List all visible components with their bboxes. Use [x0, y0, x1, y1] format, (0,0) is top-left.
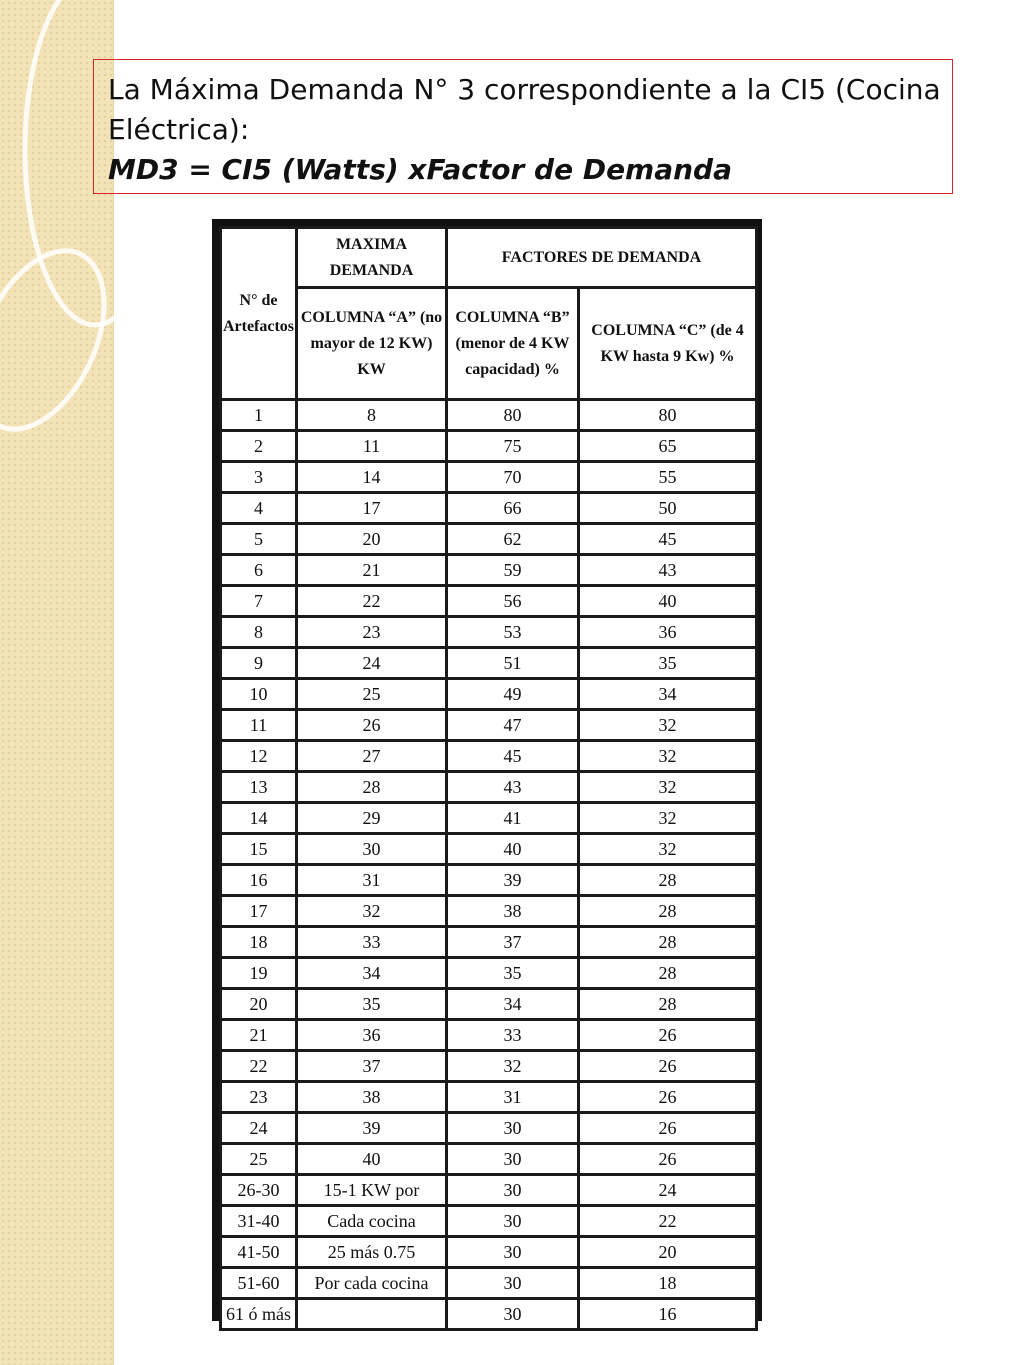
cell-artefactos: 13 — [221, 772, 297, 803]
table-row — [221, 1237, 757, 1268]
cell-columna-b: 59 — [447, 555, 579, 586]
cell-columna-c: 50 — [579, 493, 757, 524]
cell-columna-c: 65 — [579, 431, 757, 462]
cell-artefactos: 15 — [221, 834, 297, 865]
table-row — [221, 927, 757, 958]
table-row — [221, 1144, 757, 1175]
cell-columna-c: 55 — [579, 462, 757, 493]
cell-artefactos: 25 — [221, 1144, 297, 1175]
cell-columna-a: 20 — [297, 524, 447, 555]
cell-columna-b: 33 — [447, 1020, 579, 1051]
cell-columna-c: 32 — [579, 772, 757, 803]
cell-columna-b: 38 — [447, 896, 579, 927]
cell-artefactos: 18 — [221, 927, 297, 958]
cell-artefactos: 11 — [221, 710, 297, 741]
cell-artefactos: 21 — [221, 1020, 297, 1051]
cell-columna-a: 8 — [297, 400, 447, 431]
table-body — [221, 400, 757, 1330]
cell-columna-c: 16 — [579, 1299, 757, 1330]
cell-artefactos: 22 — [221, 1051, 297, 1082]
cell-columna-b: 80 — [447, 400, 579, 431]
cell-columna-b: 37 — [447, 927, 579, 958]
table-row — [221, 958, 757, 989]
table-row — [221, 462, 757, 493]
cell-columna-a: 39 — [297, 1113, 447, 1144]
cell-columna-a: 11 — [297, 431, 447, 462]
table-row — [221, 710, 757, 741]
cell-columna-c: 28 — [579, 989, 757, 1020]
cell-columna-b: 35 — [447, 958, 579, 989]
cell-columna-a: 31 — [297, 865, 447, 896]
cell-columna-a: 24 — [297, 648, 447, 679]
table-row — [221, 1206, 757, 1237]
header-factores-demanda: FACTORES DE DEMANDA — [447, 228, 757, 288]
table-row — [221, 431, 757, 462]
cell-artefactos: 1 — [221, 400, 297, 431]
cell-columna-a: 33 — [297, 927, 447, 958]
cell-columna-c: 32 — [579, 834, 757, 865]
header-columna-b: COLUMNA “B” (menor de 4 KW capacidad) % — [447, 288, 579, 400]
cell-artefactos: 4 — [221, 493, 297, 524]
cell-columna-b: 31 — [447, 1082, 579, 1113]
cell-columna-a: 21 — [297, 555, 447, 586]
cell-columna-a: 22 — [297, 586, 447, 617]
cell-columna-b: 47 — [447, 710, 579, 741]
cell-columna-b: 30 — [447, 1175, 579, 1206]
cell-columna-c: 26 — [579, 1144, 757, 1175]
cell-columna-c: 80 — [579, 400, 757, 431]
demand-table-frame — [212, 219, 762, 1324]
table-row — [221, 741, 757, 772]
cell-columna-a: 14 — [297, 462, 447, 493]
table-row — [221, 679, 757, 710]
cell-artefactos: 31-40 — [221, 1206, 297, 1237]
cell-columna-a: 17 — [297, 493, 447, 524]
cell-columna-b: 41 — [447, 803, 579, 834]
cell-columna-c: 32 — [579, 741, 757, 772]
header-maxima-demanda: MAXIMA DEMANDA — [297, 228, 447, 288]
cell-columna-c: 26 — [579, 1113, 757, 1144]
title-box — [93, 59, 953, 194]
table-row — [221, 1175, 757, 1206]
cell-columna-a: 25 más 0.75 — [297, 1237, 447, 1268]
cell-columna-c: 40 — [579, 586, 757, 617]
cell-artefactos: 10 — [221, 679, 297, 710]
cell-columna-b: 43 — [447, 772, 579, 803]
table-row — [221, 1268, 757, 1299]
table-row — [221, 1051, 757, 1082]
cell-columna-b: 45 — [447, 741, 579, 772]
table-row — [221, 1113, 757, 1144]
cell-artefactos: 61 ó más — [221, 1299, 297, 1330]
cell-columna-a: 35 — [297, 989, 447, 1020]
table-row — [221, 865, 757, 896]
cell-columna-b: 75 — [447, 431, 579, 462]
cell-columna-a — [297, 1299, 447, 1330]
cell-artefactos: 8 — [221, 617, 297, 648]
table-row — [221, 803, 757, 834]
title-line-1: La Máxima Demanda N° 3 correspondiente a la CI5 (Cocina — [108, 73, 941, 106]
cell-artefactos: 2 — [221, 431, 297, 462]
cell-columna-b: 62 — [447, 524, 579, 555]
cell-columna-a: 15-1 KW por — [297, 1175, 447, 1206]
table-row — [221, 772, 757, 803]
cell-artefactos: 17 — [221, 896, 297, 927]
table-row — [221, 524, 757, 555]
cell-columna-c: 28 — [579, 865, 757, 896]
cell-columna-b: 66 — [447, 493, 579, 524]
cell-columna-c: 28 — [579, 958, 757, 989]
cell-columna-a: Cada cocina — [297, 1206, 447, 1237]
cell-columna-c: 28 — [579, 927, 757, 958]
cell-artefactos: 14 — [221, 803, 297, 834]
cell-columna-a: 37 — [297, 1051, 447, 1082]
table-row — [221, 1299, 757, 1330]
cell-artefactos: 7 — [221, 586, 297, 617]
cell-artefactos: 51-60 — [221, 1268, 297, 1299]
cell-columna-a: Por cada cocina — [297, 1268, 447, 1299]
cell-columna-a: 32 — [297, 896, 447, 927]
cell-columna-c: 22 — [579, 1206, 757, 1237]
demand-factors-table — [219, 226, 758, 1331]
cell-columna-b: 53 — [447, 617, 579, 648]
table-row — [221, 493, 757, 524]
cell-columna-b: 30 — [447, 1206, 579, 1237]
cell-columna-c: 32 — [579, 710, 757, 741]
cell-artefactos: 3 — [221, 462, 297, 493]
title-line-2: Eléctrica): — [108, 113, 250, 146]
cell-columna-a: 26 — [297, 710, 447, 741]
cell-columna-b: 30 — [447, 1299, 579, 1330]
cell-columna-c: 24 — [579, 1175, 757, 1206]
cell-columna-c: 45 — [579, 524, 757, 555]
cell-artefactos: 41-50 — [221, 1237, 297, 1268]
cell-columna-b: 56 — [447, 586, 579, 617]
cell-columna-c: 34 — [579, 679, 757, 710]
header-artefactos: N° de Artefactos — [221, 228, 297, 400]
table-row — [221, 586, 757, 617]
cell-artefactos: 16 — [221, 865, 297, 896]
table-row — [221, 896, 757, 927]
cell-columna-c: 43 — [579, 555, 757, 586]
table-row — [221, 648, 757, 679]
cell-artefactos: 9 — [221, 648, 297, 679]
table-row — [221, 400, 757, 431]
cell-columna-b: 30 — [447, 1268, 579, 1299]
cell-artefactos: 12 — [221, 741, 297, 772]
cell-columna-c: 35 — [579, 648, 757, 679]
cell-columna-b: 40 — [447, 834, 579, 865]
cell-artefactos: 23 — [221, 1082, 297, 1113]
table-row — [221, 555, 757, 586]
cell-columna-b: 39 — [447, 865, 579, 896]
table-row — [221, 617, 757, 648]
cell-artefactos: 26-30 — [221, 1175, 297, 1206]
table-row — [221, 989, 757, 1020]
cell-columna-c: 28 — [579, 896, 757, 927]
table-row — [221, 1020, 757, 1051]
header-columna-a: COLUMNA “A” (no mayor de 12 KW) KW — [297, 288, 447, 400]
cell-columna-a: 28 — [297, 772, 447, 803]
cell-columna-c: 26 — [579, 1020, 757, 1051]
cell-columna-b: 34 — [447, 989, 579, 1020]
cell-columna-c: 20 — [579, 1237, 757, 1268]
cell-columna-c: 32 — [579, 803, 757, 834]
cell-artefactos: 24 — [221, 1113, 297, 1144]
cell-columna-b: 32 — [447, 1051, 579, 1082]
cell-artefactos: 6 — [221, 555, 297, 586]
formula: MD3 = CI5 (Watts) xFactor de Demanda — [108, 153, 732, 186]
cell-columna-b: 49 — [447, 679, 579, 710]
cell-artefactos: 20 — [221, 989, 297, 1020]
cell-columna-b: 51 — [447, 648, 579, 679]
cell-columna-b: 30 — [447, 1113, 579, 1144]
cell-columna-c: 36 — [579, 617, 757, 648]
cell-columna-a: 38 — [297, 1082, 447, 1113]
cell-columna-a: 23 — [297, 617, 447, 648]
cell-columna-a: 40 — [297, 1144, 447, 1175]
cell-artefactos: 5 — [221, 524, 297, 555]
cell-columna-a: 30 — [297, 834, 447, 865]
table-row — [221, 834, 757, 865]
cell-columna-b: 30 — [447, 1237, 579, 1268]
table-row — [221, 1082, 757, 1113]
cell-columna-c: 26 — [579, 1051, 757, 1082]
cell-columna-c: 18 — [579, 1268, 757, 1299]
cell-columna-a: 25 — [297, 679, 447, 710]
cell-columna-b: 70 — [447, 462, 579, 493]
cell-columna-b: 30 — [447, 1144, 579, 1175]
cell-columna-a: 36 — [297, 1020, 447, 1051]
cell-columna-a: 29 — [297, 803, 447, 834]
cell-columna-c: 26 — [579, 1082, 757, 1113]
header-columna-c: COLUMNA “C” (de 4 KW hasta 9 Kw) % — [579, 288, 757, 400]
cell-columna-a: 27 — [297, 741, 447, 772]
cell-artefactos: 19 — [221, 958, 297, 989]
cell-columna-a: 34 — [297, 958, 447, 989]
